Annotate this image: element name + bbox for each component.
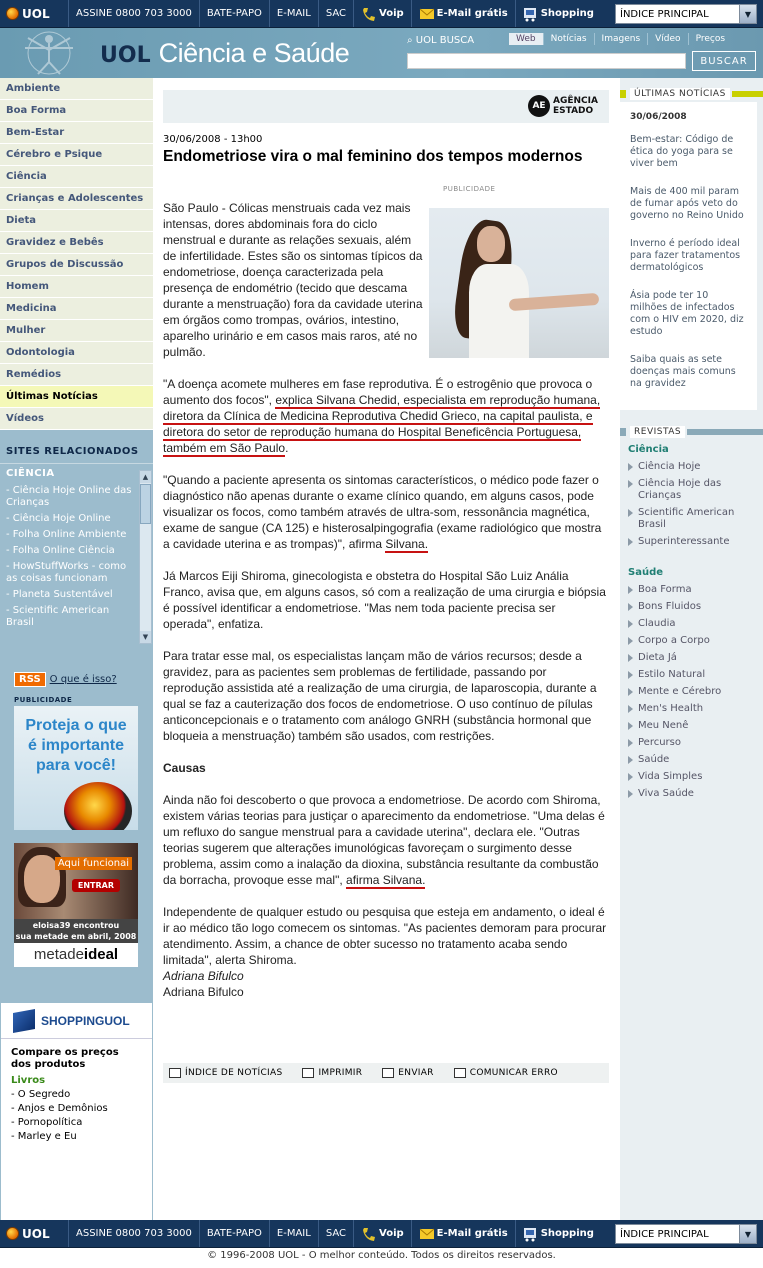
related-sites <box>0 438 153 663</box>
author-italic: Adriana Bifulco <box>163 969 244 983</box>
magazine-category-ciencia[interactable]: Ciência <box>628 444 669 455</box>
news-item[interactable]: Ásia pode ter 10 milhões de infectados com o HIV em 2020, diz estudo <box>630 290 744 337</box>
shopping-link[interactable]: Shopping <box>515 0 601 27</box>
shopping-link[interactable]: Shopping <box>515 1220 601 1247</box>
paragraph: Para tratar esse mal, os especialistas lançam mão de vários recursos; desde a gravidez, para as pacientes sem problemas de fertilidade, passando por reprodução assistida até a realização de uma cirurgia, de laparoscopia, durante a qual se faz a cauterização dos focos de endometriose. O uso contínuo de pílulas anticoncepcionais e o tratamento com análogo GNRH (substância hormonal que bloqueia a menstruação) também são usados, com restrições. <box>163 649 597 743</box>
sac-link[interactable]: SAC <box>318 0 353 27</box>
paragraph: Ainda não foi descoberto o que provoca a endometriose. De acordo com Shiroma, existem várias teorias para justiçar o aparecimento da endometriose. "Uma delas é um refluxo do sangue menstrual para a cavidade uterina", declara ele. "Outras teorias sugerem que alterações imunológicas favoreçam o surgimento desse problema, assim como a inalação da dioxina, substância resultante da combustão da borracha, provoque esse mal", afirma Silvana. <box>163 793 605 887</box>
search-label: ⌕ UOL BUSCA <box>407 35 475 46</box>
related-link[interactable]: - Ciência Hoje Online <box>6 513 111 524</box>
magazines <box>620 424 763 800</box>
phone-icon <box>361 1226 375 1242</box>
scroll-down-icon[interactable]: ▼ <box>140 631 151 643</box>
nav-item-remedios[interactable]: Remédios <box>0 364 153 386</box>
header-line <box>687 429 763 435</box>
shopping-cube-icon <box>13 1009 35 1033</box>
related-sites-heading: SITES RELACIONADOS <box>6 446 139 457</box>
magazine-link[interactable]: Corpo a Corpo <box>628 635 763 647</box>
agency-logo[interactable] <box>528 95 601 117</box>
paragraph: São Paulo - Cólicas menstruais cada vez mais intensas, dores abdominais fora do ciclo menstrual e durante as relações sexuais, além de infertilidade. Estes são os sintomas típicos da endometriose, doença caracterizada pela presença de endométrio (tecido que descama durante a menstruação) fora da cavidade uterina em órgãos como trompas, ovários, intestino, aparelho urinário e em casos mais raros, até no pulmão. <box>163 201 423 359</box>
news-index-button[interactable]: ÍNDICE DE NOTÍCIAS <box>169 1068 282 1078</box>
search-tabs <box>509 33 732 45</box>
scroll-thumb[interactable] <box>140 484 151 524</box>
index-select[interactable]: ÍNDICE PRINCIPAL ▼ <box>615 1224 757 1244</box>
uol-logo[interactable]: UOL <box>0 1220 68 1247</box>
tab-video[interactable]: Vídeo <box>647 33 687 45</box>
right-sidebar <box>620 78 763 1220</box>
section-brand[interactable]: UOL Ciência e Saúde <box>100 38 350 68</box>
paragraph: "Quando a paciente apresenta os sintomas característicos, o médico pode fazer o diagnóstico não apenas durante o exame clínico quando, em alguns casos, pode visualizar os focos, como também através de ultra-som, ressonância magnética, exame de sangue (CA 125) e histerosalpingografia (exame radiológico que mostra a cavidade uterina e as trompas)", afirma Silvana. <box>163 473 602 551</box>
list-icon <box>169 1068 181 1078</box>
sac-link[interactable]: SAC <box>318 1220 353 1247</box>
nav-item-cerebro[interactable]: Cérebro e Psique <box>0 144 153 166</box>
magazine-link[interactable]: Men's Health <box>628 703 763 715</box>
ad-graphic <box>64 782 132 830</box>
related-link[interactable]: - Ciência Hoje Online das Crianças <box>6 485 132 508</box>
shopping-item[interactable]: - O Segredo <box>11 1089 71 1100</box>
news-item[interactable]: Bem-estar: Código de ética do yoga para se viver bem <box>630 134 734 169</box>
top-bar <box>0 0 763 28</box>
paragraph: "A doença acomete mulheres em fase reprodutiva. É o estrogênio que provoca o aumento dos focos", explica Silvana Chedid, especialista em reprodução humana, diretora da Clínica de Medicina Reprodutiva Chedid Grieco, na capital paulista, e diretora do setor de reprodução humana do Hospital Beneficência Portuguesa, também em São Paulo. <box>163 377 601 455</box>
nav-item-ultimas[interactable]: Últimas Notícias <box>0 386 153 408</box>
shopping-item[interactable]: - Anjos e Demônios <box>11 1103 108 1114</box>
agency-logo-icon: AE <box>528 95 550 117</box>
tab-imagens[interactable]: Imagens <box>594 33 648 45</box>
scroll-up-icon[interactable]: ▲ <box>140 471 151 483</box>
ad-label-main: PUBLICIDADE <box>443 185 496 193</box>
rss-help-link[interactable]: O que é isso? <box>49 674 117 685</box>
main-content <box>153 78 620 1220</box>
tab-noticias[interactable]: Notícias <box>543 33 594 45</box>
chevron-down-icon: ▼ <box>739 1225 756 1243</box>
email-link[interactable]: E-MAIL <box>269 1220 318 1247</box>
related-link[interactable]: - Planeta Sustentável <box>6 589 113 600</box>
nav-item-videos[interactable]: Vídeos <box>0 408 153 430</box>
shopping-list <box>1 1088 152 1144</box>
index-select[interactable]: ÍNDICE PRINCIPAL ▼ <box>615 4 757 24</box>
subheading: Causas <box>163 761 206 775</box>
news-item[interactable]: Mais de 400 mil param de fumar após veto do governo no Reino Unido <box>630 186 744 221</box>
shopping-logo[interactable]: SHOPPINGUOL <box>1 1003 152 1039</box>
article-date: 30/06/2008 - 13h00 <box>163 134 263 145</box>
shopping-category[interactable]: Livros <box>11 1075 46 1086</box>
related-link[interactable]: - Folha Online Ciência <box>6 545 115 556</box>
magazine-list-saude <box>620 584 763 800</box>
cart-icon <box>523 1226 537 1242</box>
send-button[interactable]: ENVIAR <box>382 1068 433 1078</box>
tab-precos[interactable]: Preços <box>688 33 732 45</box>
related-link[interactable]: - HowStuffWorks - como as coisas funcionam <box>6 561 127 584</box>
magazine-link[interactable]: Percurso <box>628 737 763 749</box>
paragraph: Já Marcos Eiji Shiroma, ginecologista e obstetra do Hospital São Luiz Anália Franco, avisa que, em alguns casos, só com a realização de uma cirurgia e biópsia é possível identificar a endometriose. "Mas nem toda paciente precisa ser operada", enfatiza. <box>163 569 606 631</box>
magazine-link[interactable]: Saúde <box>628 754 763 766</box>
shopping-item[interactable]: - Marley e Eu <box>11 1131 77 1142</box>
nav-item-dieta[interactable]: Dieta <box>0 210 153 232</box>
related-list <box>0 483 153 663</box>
voip-link[interactable]: Voip <box>353 0 411 27</box>
header-line <box>732 91 763 97</box>
shopping-heading: Compare os preços dos produtos <box>11 1047 119 1070</box>
latest-news-header: ÚLTIMAS NOTÍCIAS <box>620 86 763 102</box>
vitruvian-figure-icon <box>10 30 88 76</box>
uol-ball-icon <box>6 1227 19 1240</box>
magazine-link[interactable]: Bons Fluidos <box>628 601 763 613</box>
phone-icon <box>361 6 375 22</box>
magazine-link[interactable]: Estilo Natural <box>628 669 763 681</box>
shopping-item[interactable]: - Pornopolítica <box>11 1117 83 1128</box>
nav-item-odontologia[interactable]: Odontologia <box>0 342 153 364</box>
ad-enter-button[interactable]: ENTRAR <box>72 879 120 892</box>
email-gratis-link[interactable]: E-Mail grátis <box>411 0 515 27</box>
nav-item-medicina[interactable]: Medicina <box>0 298 153 320</box>
ad-aqui-text: Aqui funcionai <box>55 857 132 870</box>
envelope-icon <box>419 1226 433 1242</box>
ad-banner-metadeideal[interactable] <box>14 843 138 967</box>
paragraph: Independente de qualquer estudo ou pesquisa que esteja em andamento, o ideal é ir ao médico tão logo comecem os sintomas. "As pacientes demoram para procurar atendimento. Assim, a chance de obter sucesso no tratamento acaba sendo limitada", alerta Shiroma. <box>163 905 607 967</box>
cart-icon <box>523 6 537 22</box>
magazine-link[interactable]: Meu Nenê <box>628 720 763 732</box>
email-link[interactable]: E-MAIL <box>269 0 318 27</box>
section-title: Ciência e Saúde <box>158 38 350 68</box>
magazine-link[interactable]: Scientific American Brasil <box>628 507 763 531</box>
article-title: Endometriose vira o mal feminino dos tempos modernos <box>163 148 583 165</box>
left-sidebar <box>0 78 153 1220</box>
header-accent <box>620 90 626 98</box>
magazine-link[interactable]: Claudia <box>628 618 763 630</box>
latest-news <box>620 102 757 410</box>
magazines-header: REVISTAS <box>620 424 763 440</box>
envelope-icon <box>419 6 433 22</box>
batepapo-link[interactable]: BATE-PAPO <box>199 1220 269 1247</box>
nav-item-ciencia[interactable]: Ciência <box>0 166 153 188</box>
uol-ball-icon <box>6 7 19 20</box>
search-button[interactable]: BUSCAR <box>692 51 756 71</box>
nav-item-grupos[interactable]: Grupos de Discussão <box>0 254 153 276</box>
magazine-link[interactable]: Superinteressante <box>628 536 763 548</box>
ad-text: Proteja o que é importante para você! <box>25 717 127 774</box>
highlighted-text: explica Silvana Chedid, especialista em reprodução humana, diretora da Clínica de Medicina Reprodutiva Chedid Grieco, na capital paulista, e diretora do setor de reprodução humana do Hospital Beneficência Portuguesa, também em São Paulo <box>163 393 601 455</box>
rss-block <box>14 672 117 687</box>
related-sites-box <box>0 463 153 663</box>
email-gratis-link[interactable]: E-Mail grátis <box>411 1220 515 1247</box>
magazine-link[interactable]: Viva Saúde <box>628 788 763 800</box>
author: Adriana Bifulco <box>163 985 244 999</box>
magazine-link[interactable]: Ciência Hoje das Crianças <box>628 478 763 502</box>
section-nav <box>0 78 153 430</box>
magazine-link[interactable]: Boa Forma <box>628 584 763 596</box>
related-scrollbar[interactable] <box>139 470 152 644</box>
assine-link[interactable]: ASSINE 0800 703 3000 <box>68 1220 199 1247</box>
uol-logo[interactable]: UOL <box>0 0 68 27</box>
highlighted-text: afirma Silvana. <box>346 873 426 887</box>
nav-item-ambiente[interactable]: Ambiente <box>0 78 153 100</box>
magazine-link[interactable]: Vida Simples <box>628 771 763 783</box>
chevron-down-icon: ▼ <box>739 5 756 23</box>
related-link[interactable]: - Scientific American Brasil <box>6 605 110 628</box>
agency-banner <box>163 90 609 123</box>
news-date: 30/06/2008 <box>630 112 687 122</box>
magazine-list-ciencia <box>620 461 763 548</box>
edit-icon <box>454 1068 466 1078</box>
header-accent <box>620 428 626 436</box>
search-input[interactable] <box>407 53 686 69</box>
copyright: © 1996-2008 UOL - O melhor conteúdo. Todos os direitos reservados. <box>207 1250 556 1261</box>
nav-item-bem-estar[interactable]: Bem-Estar <box>0 122 153 144</box>
related-link[interactable]: - Folha Online Ambiente <box>6 529 127 540</box>
envelope-icon <box>382 1068 394 1078</box>
printer-icon <box>302 1068 314 1078</box>
batepapo-link[interactable]: BATE-PAPO <box>199 0 269 27</box>
magazine-link[interactable]: Mente e Cérebro <box>628 686 763 698</box>
ad-banner-protect[interactable] <box>14 706 138 830</box>
nav-item-homem[interactable]: Homem <box>0 276 153 298</box>
news-item[interactable]: Saiba quais as sete doenças mais comuns na gravidez <box>630 354 736 389</box>
nav-item-mulher[interactable]: Mulher <box>0 320 153 342</box>
magazine-link[interactable]: Dieta Já <box>628 652 763 664</box>
nav-item-boa-forma[interactable]: Boa Forma <box>0 100 153 122</box>
article-tools <box>163 1063 609 1083</box>
nav-item-gravidez[interactable]: Gravidez e Bebês <box>0 232 153 254</box>
highlighted-text: Silvana. <box>385 537 429 551</box>
report-error-button[interactable]: COMUNICAR ERRO <box>454 1068 558 1078</box>
agency-name: AGÊNCIA ESTADO <box>553 96 598 116</box>
article-body <box>163 200 609 1000</box>
magazine-category-saude[interactable]: Saúde <box>628 567 664 578</box>
related-category: CIÊNCIA <box>0 464 153 483</box>
assine-link[interactable]: ASSINE 0800 703 3000 <box>68 0 199 27</box>
tab-web[interactable]: Web <box>509 33 543 45</box>
print-button[interactable]: IMPRIMIR <box>302 1068 362 1078</box>
magazine-link[interactable]: Ciência Hoje <box>628 461 763 473</box>
footer-bar <box>0 1220 763 1248</box>
nav-item-criancas[interactable]: Crianças e Adolescentes <box>0 188 153 210</box>
ad-caption: eloisa39 encontrou sua metade em abril, 2008 <box>15 921 137 941</box>
voip-link[interactable]: Voip <box>353 1220 411 1247</box>
rss-icon[interactable]: RSS <box>14 672 46 687</box>
news-item[interactable]: Inverno é período ideal para fazer tratamentos dermatológicos <box>630 238 741 273</box>
ad-label: PUBLICIDADE <box>14 696 73 704</box>
ad-brand: metadeideal <box>14 943 138 967</box>
